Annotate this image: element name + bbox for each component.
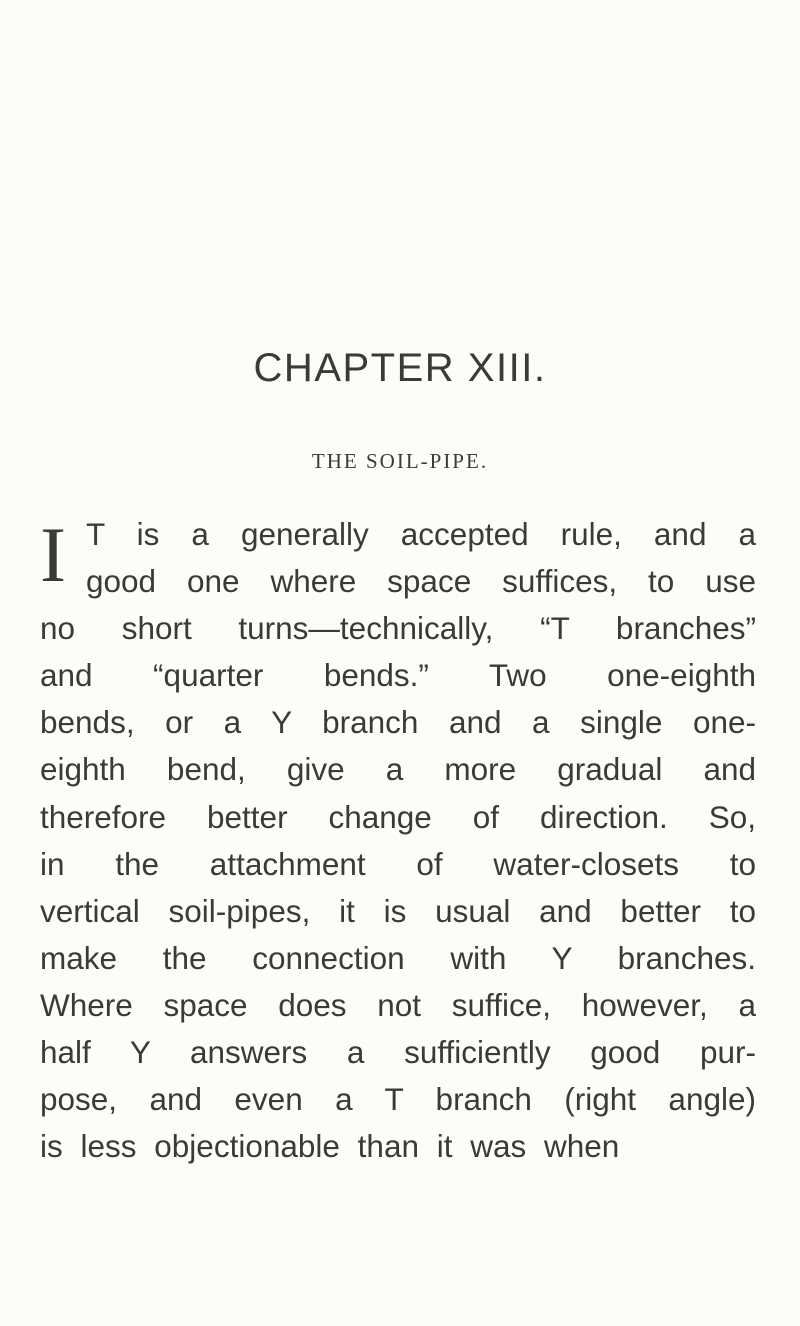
paragraph-line: and “quarter bends.” Two one-eighth — [40, 657, 756, 694]
paragraph-line: is less objectionable than it was when — [40, 1128, 620, 1165]
paragraph-line: Where space does not suffice, however, a — [40, 986, 756, 1023]
paragraph-line: half Y answers a sufficiently good pur- — [40, 1034, 756, 1071]
body-paragraph — [40, 511, 756, 1170]
paragraph-line: no short turns—technically, “T branches” — [40, 610, 756, 647]
paragraph-line: in the attachment of water-closets to — [40, 845, 756, 882]
paragraph-line: bends, or a Y branch and a single one- — [40, 704, 756, 741]
section-title: THE SOIL-PIPE. — [311, 449, 489, 473]
paragraph-line: good one where space suffices, to use — [86, 563, 756, 600]
paragraph-line: vertical soil-pipes, it is usual and better to — [40, 892, 756, 929]
paragraph-line: pose, and even a T branch (right angle) — [40, 1081, 756, 1118]
drop-cap: I — [40, 511, 66, 598]
chapter-title: CHAPTER XIII. — [253, 346, 547, 390]
paragraph-line: make the connection with Y branches. — [40, 939, 756, 976]
paragraph-line: therefore better change of direction. So, — [40, 798, 756, 835]
paragraph-line: eighth bend, give a more gradual and — [40, 751, 756, 788]
paragraph-line: T is a generally accepted rule, and a — [86, 516, 756, 552]
